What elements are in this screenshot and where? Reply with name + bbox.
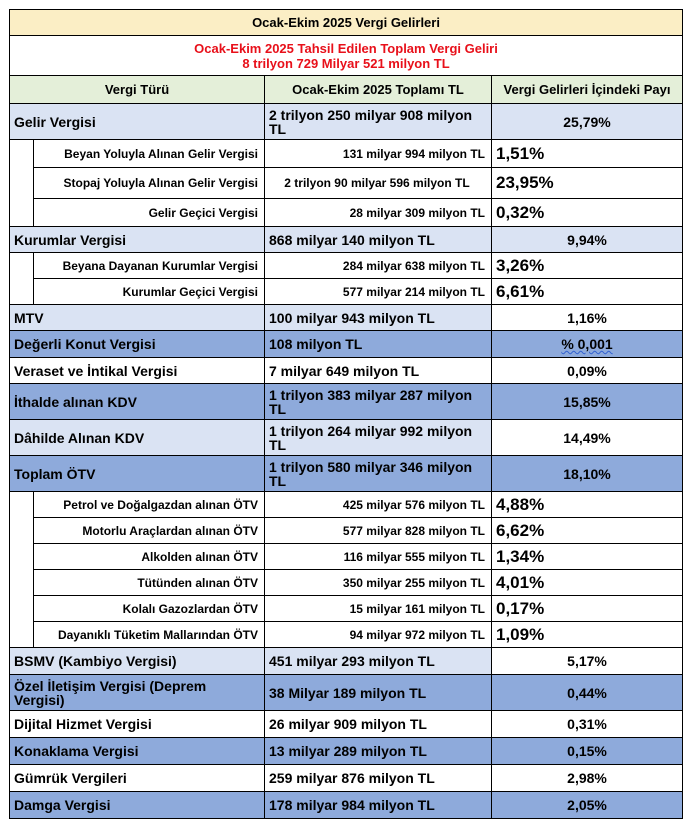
row-name: Gümrük Vergileri xyxy=(10,765,265,792)
row-indent xyxy=(10,168,34,199)
row-amount: 131 milyar 994 milyon TL xyxy=(265,140,492,168)
table-row xyxy=(10,384,683,420)
row-share: 9,94% xyxy=(492,227,683,253)
row-indent xyxy=(10,279,34,305)
table-row xyxy=(10,675,683,711)
row-amount: 108 milyon TL xyxy=(265,331,492,358)
row-amount: 2 trilyon 250 milyar 908 milyon TL xyxy=(265,104,492,140)
row-share: 6,62% xyxy=(492,518,683,544)
table-row xyxy=(10,792,683,819)
table-row xyxy=(10,104,683,140)
row-name: Toplam ÖTV xyxy=(10,456,265,492)
table-row xyxy=(10,358,683,384)
header-total: Ocak-Ekim 2025 Toplamı TL xyxy=(265,76,492,104)
table-row xyxy=(10,711,683,738)
row-name: MTV xyxy=(10,305,265,331)
row-name: İthalde alınan KDV xyxy=(10,384,265,420)
row-share: 2,98% xyxy=(492,765,683,792)
row-share: 1,51% xyxy=(492,140,683,168)
row-name: Kurumlar Vergisi xyxy=(10,227,265,253)
table-row xyxy=(10,492,683,518)
row-share: 23,95% xyxy=(492,168,683,199)
row-amount: 94 milyar 972 milyon TL xyxy=(265,622,492,648)
table-row xyxy=(10,305,683,331)
table-row xyxy=(10,279,683,305)
row-amount: 1 trilyon 264 milyar 992 milyon TL xyxy=(265,420,492,456)
row-share: 0,31% xyxy=(492,711,683,738)
row-name: Kolalı Gazozlardan ÖTV xyxy=(34,596,265,622)
row-amount: 425 milyar 576 milyon TL xyxy=(265,492,492,518)
row-name: Konaklama Vergisi xyxy=(10,738,265,765)
row-amount: 1 trilyon 580 milyar 346 milyon TL xyxy=(265,456,492,492)
table-row xyxy=(10,738,683,765)
row-name: Petrol ve Doğalgazdan alınan ÖTV xyxy=(34,492,265,518)
row-name: Veraset ve İntikal Vergisi xyxy=(10,358,265,384)
row-share: 6,61% xyxy=(492,279,683,305)
row-share: 14,49% xyxy=(492,420,683,456)
row-name: Gelir Geçici Vergisi xyxy=(34,199,265,227)
row-share: 4,01% xyxy=(492,570,683,596)
row-indent xyxy=(10,518,34,544)
row-share: 1,09% xyxy=(492,622,683,648)
subtitle-line-1: Ocak-Ekim 2025 Tahsil Edilen Toplam Vergi Geliri xyxy=(194,40,498,56)
table-row xyxy=(10,253,683,279)
row-name: Gelir Vergisi xyxy=(10,104,265,140)
row-name: Stopaj Yoluyla Alınan Gelir Vergisi xyxy=(34,168,265,199)
row-share: 3,26% xyxy=(492,253,683,279)
row-share: 2,05% xyxy=(492,792,683,819)
row-amount: 178 milyar 984 milyon TL xyxy=(265,792,492,819)
row-share: 1,34% xyxy=(492,544,683,570)
header-share: Vergi Gelirleri İçindeki Payı xyxy=(492,76,683,104)
subtitle-line-2: 8 trilyon 729 Milyar 521 milyon TL xyxy=(242,55,450,71)
row-share: 15,85% xyxy=(492,384,683,420)
table-row xyxy=(10,140,683,168)
row-amount: 284 milyar 638 milyon TL xyxy=(265,253,492,279)
row-amount: 868 milyar 140 milyon TL xyxy=(265,227,492,253)
table-subtitle xyxy=(10,36,683,76)
table-row xyxy=(10,227,683,253)
row-indent xyxy=(10,570,34,596)
table-row xyxy=(10,648,683,675)
table-row xyxy=(10,570,683,596)
row-indent xyxy=(10,253,34,279)
table-row xyxy=(10,544,683,570)
row-name: Tütünden alınan ÖTV xyxy=(34,570,265,596)
table-title: Ocak-Ekim 2025 Vergi Gelirleri xyxy=(10,10,683,36)
table-row xyxy=(10,596,683,622)
tax-revenue-table-container xyxy=(9,9,682,819)
row-amount: 100 milyar 943 milyon TL xyxy=(265,305,492,331)
row-share: 0,17% xyxy=(492,596,683,622)
row-indent xyxy=(10,140,34,168)
table-row xyxy=(10,622,683,648)
table-row xyxy=(10,420,683,456)
row-share xyxy=(492,331,683,358)
table-row xyxy=(10,518,683,544)
row-amount: 1 trilyon 383 milyar 287 milyon TL xyxy=(265,384,492,420)
row-share: 5,17% xyxy=(492,648,683,675)
row-share: 0,15% xyxy=(492,738,683,765)
row-name: Kurumlar Geçici Vergisi xyxy=(34,279,265,305)
row-indent xyxy=(10,544,34,570)
row-name: Alkolden alınan ÖTV xyxy=(34,544,265,570)
row-amount: 259 milyar 876 milyon TL xyxy=(265,765,492,792)
row-name: Dayanıklı Tüketim Mallarından ÖTV xyxy=(34,622,265,648)
tax-revenue-table xyxy=(9,9,683,819)
row-name: Değerli Konut Vergisi xyxy=(10,331,265,358)
row-amount: 451 milyar 293 milyon TL xyxy=(265,648,492,675)
row-amount: 350 milyar 255 milyon TL xyxy=(265,570,492,596)
row-name: Damga Vergisi xyxy=(10,792,265,819)
row-amount: 116 milyar 555 milyon TL xyxy=(265,544,492,570)
row-share-text: % 0,001 xyxy=(561,336,613,352)
row-amount: 26 milyar 909 milyon TL xyxy=(265,711,492,738)
row-share: 0,09% xyxy=(492,358,683,384)
row-share: 18,10% xyxy=(492,456,683,492)
row-indent xyxy=(10,492,34,518)
row-amount: 15 milyar 161 milyon TL xyxy=(265,596,492,622)
table-row xyxy=(10,765,683,792)
row-name: Beyan Yoluyla Alınan Gelir Vergisi xyxy=(34,140,265,168)
row-amount: 28 milyar 309 milyon TL xyxy=(265,199,492,227)
row-amount: 13 milyar 289 milyon TL xyxy=(265,738,492,765)
row-amount: 2 trilyon 90 milyar 596 milyon TL xyxy=(265,168,492,199)
row-name: Beyana Dayanan Kurumlar Vergisi xyxy=(34,253,265,279)
row-amount: 38 Milyar 189 milyon TL xyxy=(265,675,492,711)
table-row xyxy=(10,331,683,358)
row-amount: 577 milyar 214 milyon TL xyxy=(265,279,492,305)
table-row xyxy=(10,199,683,227)
row-indent xyxy=(10,596,34,622)
row-name: Dâhilde Alınan KDV xyxy=(10,420,265,456)
row-share: 0,32% xyxy=(492,199,683,227)
row-indent xyxy=(10,622,34,648)
row-amount: 7 milyar 649 milyon TL xyxy=(265,358,492,384)
row-name: BSMV (Kambiyo Vergisi) xyxy=(10,648,265,675)
header-tax-type: Vergi Türü xyxy=(10,76,265,104)
row-share: 0,44% xyxy=(492,675,683,711)
table-row xyxy=(10,168,683,199)
row-name: Motorlu Araçlardan alınan ÖTV xyxy=(34,518,265,544)
row-indent xyxy=(10,199,34,227)
row-share: 1,16% xyxy=(492,305,683,331)
row-share: 25,79% xyxy=(492,104,683,140)
row-name: Özel İletişim Vergisi (Deprem Vergisi) xyxy=(10,675,265,711)
row-name: Dijital Hizmet Vergisi xyxy=(10,711,265,738)
row-amount: 577 milyar 828 milyon TL xyxy=(265,518,492,544)
table-row xyxy=(10,456,683,492)
row-share: 4,88% xyxy=(492,492,683,518)
